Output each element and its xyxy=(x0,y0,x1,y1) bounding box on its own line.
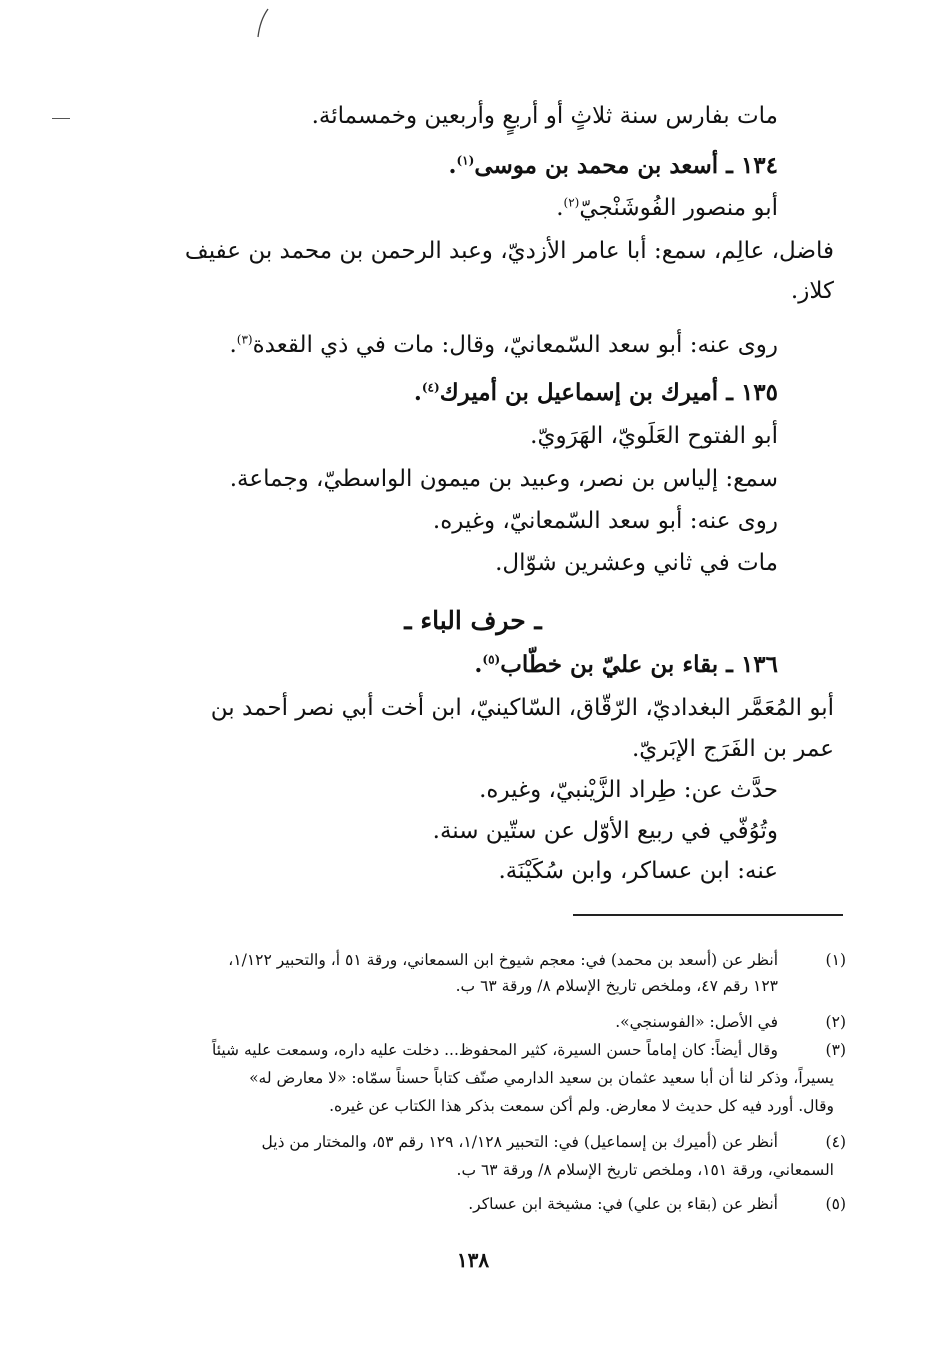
entry-134-title: ١٣٤ ـ أسعد بن محمد بن موسى$^{(١)}$. xyxy=(448,152,778,179)
entry-134-line-3: روى عنه: أبو سعد السّمعانيّ، وقال: مات في ذي القعدة$^{(٣)}$. xyxy=(229,332,778,358)
body-line-1: مات بفارس سنة ثلاثٍ أو أربعٍ وأربعين وخمسمائة. xyxy=(311,103,778,129)
footnote-4-number: (٤) xyxy=(825,1133,846,1151)
footnote-2-number: (٢) xyxy=(825,1013,846,1031)
footnote-3-number: (٣) xyxy=(825,1041,846,1059)
pen-stroke-mark xyxy=(256,8,270,38)
footnote-5-line-1: أنظر عن (بقاء بن علي) في: مشيخة ابن عساكر. xyxy=(468,1195,778,1213)
entry-134-line-2: كلاز. xyxy=(790,278,834,304)
footnote-1-line-1: أنظر عن (أسعد بن محمد) في: معجم شيوخ ابن السمعاني، ورقة ٥١ أ، والتحبير ١/١٢٢، xyxy=(228,951,778,969)
footnote-3-line-1: وقال أيضاً: كان إماماً حسن السيرة، كثير المحفوظ... دخلت عليه داره، وسمعت عليه شيئاً xyxy=(211,1041,778,1059)
footnote-divider xyxy=(573,914,843,916)
entry-134-line-1: فاضل، عالِم، سمع: أبا عامر الأزديّ، وعبد الرحمن بن محمد بن عفيف xyxy=(184,238,834,264)
entry-136-line-5: عنه: ابن عساكر، وابن سُكَيْنَة. xyxy=(498,858,778,884)
entry-136-line-3: حدَّث عن: طِراد الزَّيْنبيّ، وغيره. xyxy=(479,777,778,803)
entry-135-line-1: أبو الفتوح العَلَويّ، الهَرَويّ. xyxy=(530,423,778,449)
entry-136-line-1: أبو المُعَمَّر البغداديّ، الرّقّاق، السّاكينيّ، ابن أخت أبي نصر أحمد بن xyxy=(210,695,834,721)
entry-136-line-4: وتُوُفّي في ربيع الأوّل عن ستّين سنة. xyxy=(432,818,778,844)
section-heading: ـ حرف الباء ـ xyxy=(404,606,542,635)
footnote-2-line-1: في الأصل: «الفوسنجي». xyxy=(615,1013,778,1031)
entry-136-line-2: عمر بن الفَرَج الإبَريّ. xyxy=(631,736,834,762)
footnote-4-line-1: أنظر عن (أميرك بن إسماعيل) في: التحبير ١/١٢٨، ١٢٩ رقم ٥٣، والمختار من ذيل xyxy=(261,1133,778,1151)
entry-136-title: ١٣٦ ـ بقاء بن عليّ بن خطّاب$^{(٥)}$. xyxy=(474,651,778,678)
footnote-1-line-2: ١٢٣ رقم ٤٧، وملخص تاريخ الإسلام ٨/ ورقة ٦٣ ب. xyxy=(455,977,778,995)
entry-135-line-4: مات في ثاني وعشرين شوّال. xyxy=(495,550,778,576)
footnote-3-line-3: وقال. أورد فيه كل حديث لا معارض. ولم أكن سمعت بذكر هذا الكتاب عن غيره. xyxy=(329,1097,834,1115)
footnote-3-line-2: يسيراً، وذكر لنا أن أبا سعيد عثمان بن سعيد الدارمي صنّف كتاباً حسناً سمّاه: «لا معارض له» xyxy=(249,1069,834,1087)
footnote-4-line-2: السمعاني، ورقة ١٥١، وملخص تاريخ الإسلام ٨/ ورقة ٦٣ ب. xyxy=(456,1161,834,1179)
entry-135-line-3: روى عنه: أبو سعد السّمعانيّ، وغيره. xyxy=(432,508,778,534)
page-number: ١٣٨ xyxy=(456,1248,490,1272)
entry-135-title: ١٣٥ ـ أميرك بن إسماعيل بن أميرك$^{(٤)}$. xyxy=(413,379,778,406)
entry-135-line-2: سمع: إلياس بن نصر، وعبيد بن ميمون الواسطيّ، وجماعة. xyxy=(229,466,778,492)
footnote-1-number: (١) xyxy=(825,951,846,969)
margin-dash xyxy=(52,118,70,119)
footnote-5-number: (٥) xyxy=(825,1195,846,1213)
entry-134-kunya: أبو منصور الفُوشَنْجيّ$^{(٢)}$. xyxy=(556,195,778,221)
